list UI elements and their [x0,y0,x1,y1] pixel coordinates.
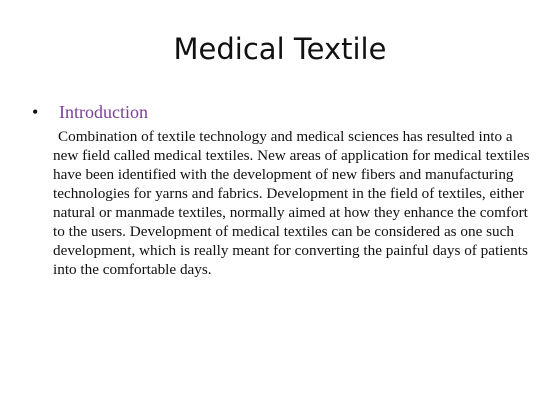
slide-title: Medical Textile [173,32,387,66]
bullet-item-introduction [32,102,148,123]
body-paragraph: Combination of textile technology and medical sciences has resulted into a new field called medical textiles. New areas of application for medical textiles have been identified with the development of new fibers and manufacturing technologies for yarns and fabrics. Development in the field of textiles, either natural or manmade textiles, normally aimed at how they enhance the comfort to the users. Development of medical textiles can be considered as one such development, which is really meant for converting the painful days of patients into the comfortable days. [53,128,530,278]
bullet-label: Introduction [59,102,148,122]
bullet-icon: • [32,102,39,122]
